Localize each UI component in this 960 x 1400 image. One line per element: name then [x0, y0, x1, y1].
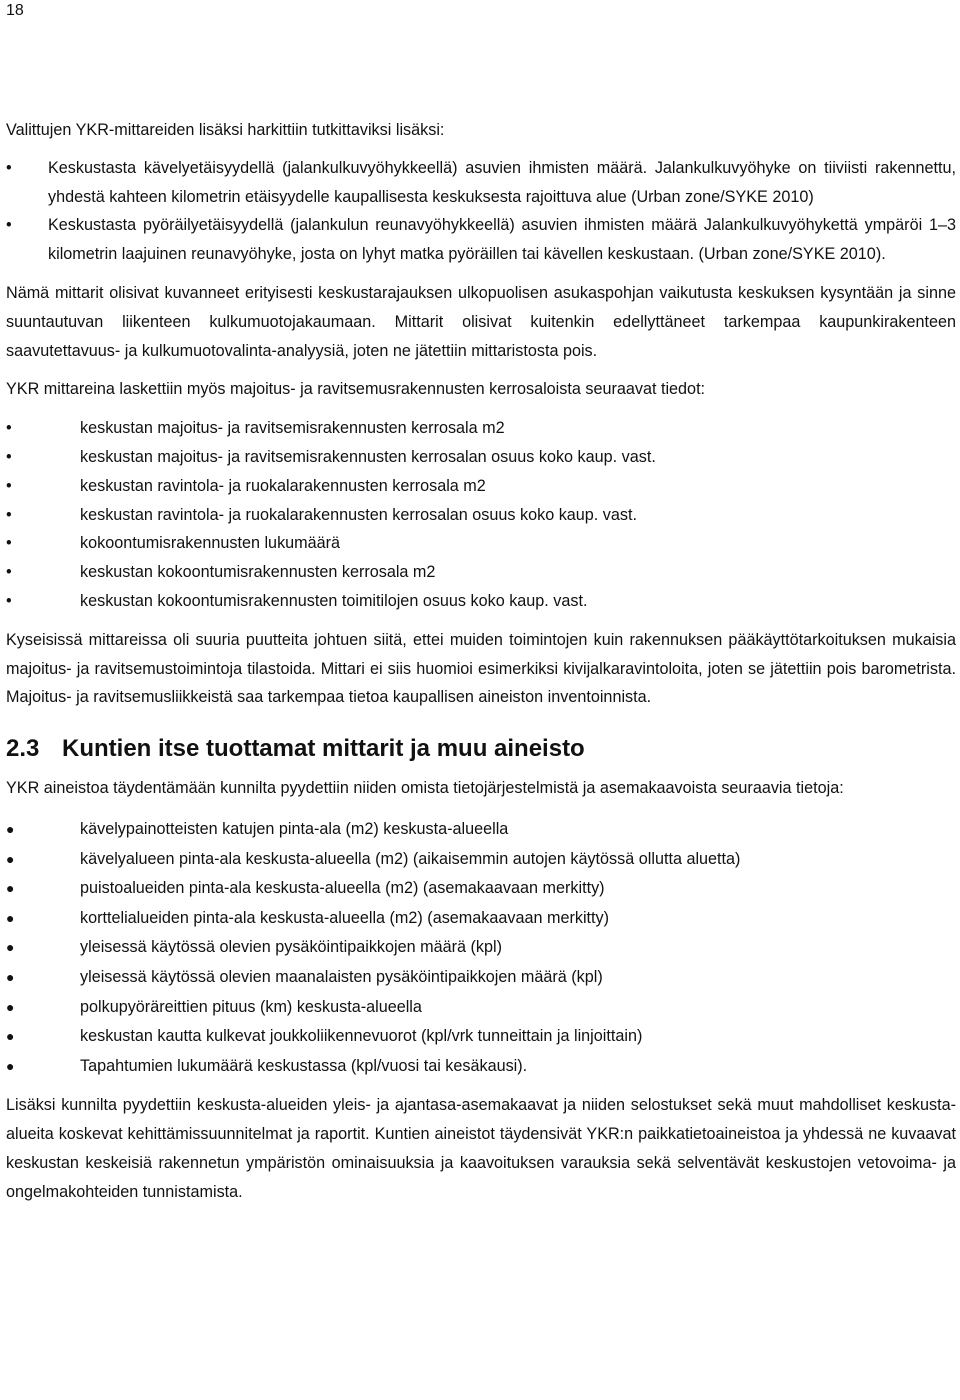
document-body	[6, 116, 956, 1206]
page-number: 18	[6, 2, 24, 19]
bullet-icon: ●	[6, 1057, 15, 1074]
accommodation-metrics-list	[6, 414, 956, 616]
bullet-icon: •	[6, 447, 12, 466]
list-item: • Keskustasta kävelyetäisyydellä (jalankulkuvyöhykkeellä) asuvien ihmisten määrä. Jalankulkuvyöhyke on tiiviisti rakennettu, yhdestä kahteen kilometrin etäisyydelle kaupallisesta keskuksesta rajoittuva alue (Urban zone/SYKE 2010)	[6, 154, 956, 212]
bullet-icon: ●	[6, 880, 15, 897]
municipal-data-list	[6, 815, 956, 1081]
bullet-icon: ●	[6, 939, 15, 956]
list-item: ● yleisessä käytössä olevien pysäköintipaikkojen määrä (kpl)	[6, 933, 956, 963]
bullet-icon: •	[6, 591, 12, 610]
section-number: 2.3	[6, 735, 40, 763]
list-item: ● Tapahtumien lukumäärä keskustassa (kpl/vuosi tai kesäkausi).	[6, 1052, 956, 1082]
section-title: Kuntien itse tuottamat mittarit ja muu aineisto	[62, 735, 585, 763]
bullet-icon: ●	[6, 820, 15, 837]
bullet-icon: •	[6, 505, 12, 524]
list-item: • keskustan ravintola- ja ruokalarakennusten kerrosalan osuus koko kaup. vast.	[6, 501, 956, 530]
paragraph: Nämä mittarit olisivat kuvanneet erityisesti keskustarajauksen ulkopuolisen asukaspohjan vaikutusta keskuksen kysyntään ja sinne suuntautuvan liikenteen kulkumuotojakaumaan. Mittarit olisivat kuitenkin edellyttäneet tarkempaa kaupunkirakenteen saavutettavuus- ja kulkumuotovalinta-analyysiä, joten ne jätettiin mittaristosta pois.	[6, 283, 956, 360]
list-item: ● kävelypainotteisten katujen pinta-ala (m2) keskusta-alueella	[6, 815, 956, 845]
list-item: • keskustan kokoontumisrakennusten kerrosala m2	[6, 558, 956, 587]
paragraph: Kyseisissä mittareissa oli suuria puutteita johtuen siitä, ettei muiden toimintojen kuin rakennuksen pääkäyttötarkoituksen mukaisia majoitus- ja ravitsemustoimintoja tilastoida. Mittari ei siis huomioi esimerkiksi kivijalkaravintoloita, joten se jätettiin pois barometrista. Majoitus- ja ravitsemusliikkeistä saa tarkempaa tietoa kaupallisen aineiston inventoinnista.	[6, 630, 956, 707]
paragraph: YKR mittareina laskettiin myös majoitus- ja ravitsemusrakennusten kerrosaloista seuraavat tiedot:	[6, 380, 706, 399]
paragraph: YKR aineistoa täydentämään kunnilta pyydettiin niiden omista tietojärjestelmistä ja asemakaavoista seuraavia tietoja:	[6, 779, 844, 798]
bullet-icon: •	[6, 158, 12, 177]
section-heading	[6, 732, 956, 766]
list-item: ● keskustan kautta kulkevat joukkoliikennevuorot (kpl/vrk tunneittain ja linjoittain)	[6, 1022, 956, 1052]
bullet-icon: •	[6, 476, 12, 495]
list-item: ● polkupyöräreittien pituus (km) keskusta-alueella	[6, 993, 956, 1023]
bullet-icon: ●	[6, 1028, 15, 1045]
list-item: • keskustan ravintola- ja ruokalarakennusten kerrosala m2	[6, 472, 956, 501]
list-item: • keskustan majoitus- ja ravitsemisrakennusten kerrosala m2	[6, 414, 956, 443]
bullet-icon: ●	[6, 998, 15, 1015]
bullet-icon: •	[6, 216, 12, 235]
list-item: ● puistoalueiden pinta-ala keskusta-alueella (m2) (asemakaavaan merkitty)	[6, 874, 956, 904]
bullet-icon: •	[6, 419, 12, 438]
list-item: ● kävelyalueen pinta-ala keskusta-alueella (m2) (aikaisemmin autojen käytössä ollutta aluetta)	[6, 845, 956, 875]
bullet-icon: •	[6, 563, 12, 582]
list-item: ● korttelialueiden pinta-ala keskusta-alueella (m2) (asemakaavaan merkitty)	[6, 904, 956, 934]
list-item: ● yleisessä käytössä olevien maanalaisten pysäköintipaikkojen määrä (kpl)	[6, 963, 956, 993]
list-item: • keskustan majoitus- ja ravitsemisrakennusten kerrosalan osuus koko kaup. vast.	[6, 443, 956, 472]
bullet-icon: •	[6, 534, 12, 553]
paragraph: Lisäksi kunnilta pyydettiin keskusta-alueiden yleis- ja ajantasa-asemakaavat ja niiden selostukset sekä muut mahdolliset keskusta-alueita koskevat kehittämissuunnitelmat ja raportit. Kuntien aineistot täydensivät YKR:n paikkatietoaineistoa ja yhdessä ne kuvaavat keskustan keskeisiä rakennetun ympäristön ominaisuuksia ja kaavoituksen varauksia sekä selventävät keskustojen vetovoima- ja ongelmakohteiden tunnistamista.	[6, 1096, 956, 1201]
walking-distance-list	[6, 154, 956, 269]
bullet-icon: ●	[6, 850, 15, 867]
bullet-icon: ●	[6, 968, 15, 985]
intro-paragraph: Valittujen YKR-mittareiden lisäksi harkittiin tutkittaviksi lisäksi:	[6, 121, 445, 139]
list-item: • Keskustasta pyöräilyetäisyydellä (jalankulun reunavyöhykkeellä) asuvien ihmisten määrä Jalankulkuvyöhykettä ympäröi 1–3 kilometrin laajuinen reunavyöhyke, josta on lyhyt matka pyöräillen tai kävellen keskustaan. (Urban zone/SYKE 2010).	[6, 211, 956, 269]
bullet-icon: ●	[6, 909, 15, 926]
list-item: • kokoontumisrakennusten lukumäärä	[6, 529, 956, 558]
list-item: • keskustan kokoontumisrakennusten toimitilojen osuus koko kaup. vast.	[6, 587, 956, 616]
